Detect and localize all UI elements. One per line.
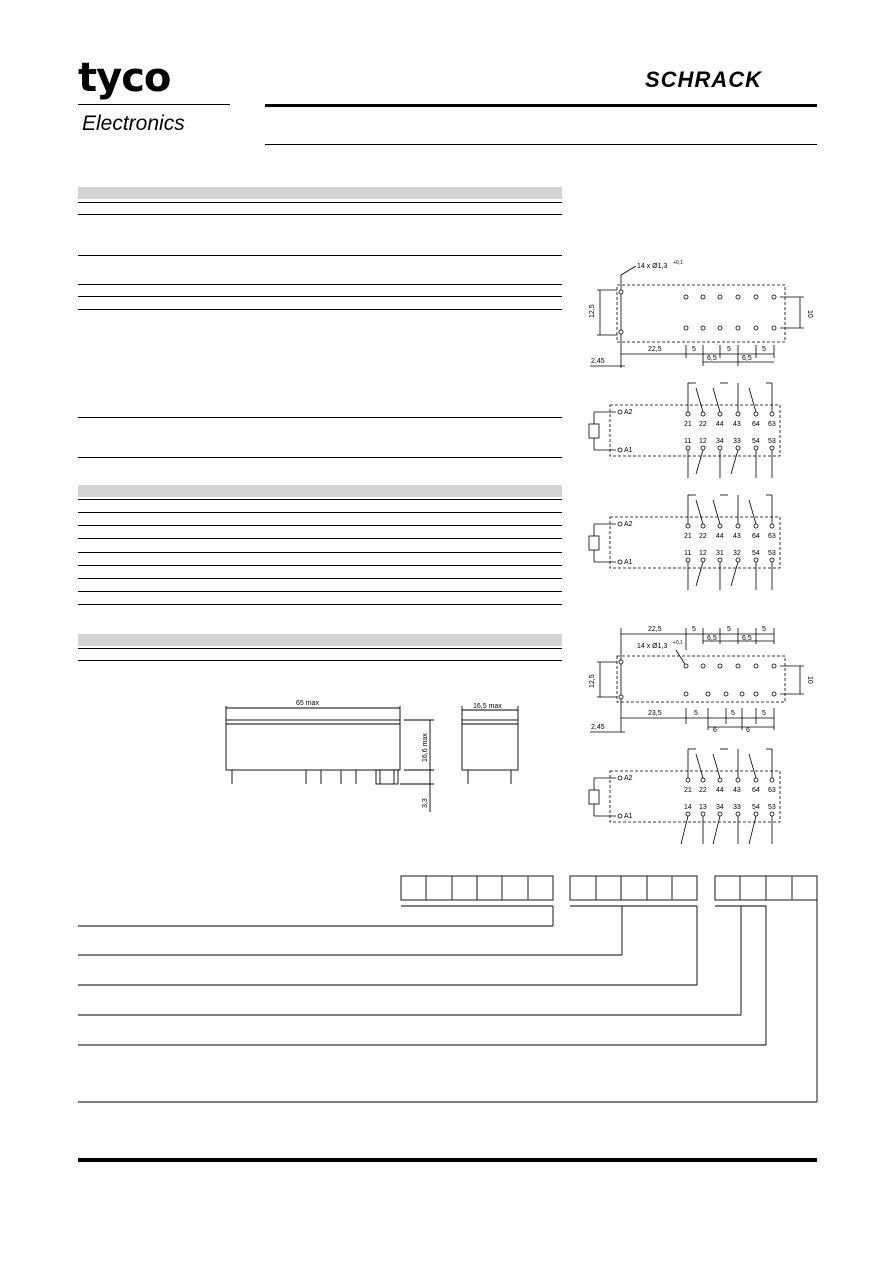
terminal-label: 63 [768, 787, 776, 794]
dim-5c-top: 5 [762, 346, 766, 353]
coil-a2-label: A2 [624, 521, 633, 528]
terminal-label: 43 [733, 421, 741, 428]
terminal-label: 54 [752, 550, 760, 557]
terminal-label: 44 [716, 533, 724, 540]
terminal-label: 12 [699, 438, 707, 445]
dim-top-5c: 5 [762, 626, 766, 633]
dim-top-5a: 5 [692, 626, 696, 633]
height-right-label-bottom: 10 [806, 676, 813, 684]
dim-6a: 6 [713, 727, 717, 734]
terminal-label: 63 [768, 533, 776, 540]
relay-length-label: 65 max [296, 700, 319, 707]
dim-top-5b: 5 [727, 626, 731, 633]
coil-a1-label: A1 [624, 447, 633, 454]
terminal-label: 63 [768, 421, 776, 428]
schrack-logo: SCHRACK [645, 67, 762, 92]
dim-23-5: 23,5 [648, 710, 662, 717]
hole-tolerance-top: +0,1 [673, 260, 683, 266]
coil-a1-label: A1 [624, 559, 633, 566]
hole-tolerance-bottom: +0,1 [673, 640, 683, 646]
height-label-top: 12,5 [589, 304, 596, 318]
dim-6-5b-bottom: 6,5 [742, 635, 752, 642]
terminal-label: 53 [768, 550, 776, 557]
coil-a1-label: A1 [624, 813, 633, 820]
dim-bot-5c: 5 [762, 710, 766, 717]
dim-5b-top: 5 [727, 346, 731, 353]
relay-pin-length-label: 3,3 [422, 798, 429, 808]
dim-22-5-top: 22,5 [648, 346, 662, 353]
terminal-label: 53 [768, 438, 776, 445]
terminal-label: 34 [716, 804, 724, 811]
terminal-label: 43 [733, 787, 741, 794]
dim-2-45-bottom: 2,45 [591, 724, 605, 731]
terminal-label: 14 [684, 804, 692, 811]
terminal-label: 11 [684, 550, 692, 557]
height-right-label-top: 10 [806, 310, 813, 318]
footer-rule [78, 1158, 817, 1162]
coil-a2-label: A2 [624, 775, 633, 782]
terminal-label: 13 [699, 804, 707, 811]
terminal-label: 33 [733, 438, 741, 445]
hole-callout-bottom: 14 x Ø1,3 [637, 643, 668, 650]
relay-width-label: 16,5 max [473, 703, 502, 710]
terminal-label: 44 [716, 421, 724, 428]
electronics-logo-text: Electronics [82, 112, 185, 135]
terminal-label: 31 [716, 550, 724, 557]
terminal-label: 64 [752, 421, 760, 428]
terminal-label: 11 [684, 438, 692, 445]
coil-a2-label: A2 [624, 409, 633, 416]
height-label-bottom: 12,5 [589, 674, 596, 688]
dim-6-5a-bottom: 6,5 [707, 635, 717, 642]
dim-6-5b-top: 6,5 [742, 355, 752, 362]
dim-2-45-top: 2,45 [591, 358, 605, 365]
terminal-label: 54 [752, 438, 760, 445]
terminal-label: 43 [733, 533, 741, 540]
terminal-label: 12 [699, 550, 707, 557]
dim-bot-5b: 5 [731, 710, 735, 717]
hole-callout-top: 14 x Ø1,3 [637, 263, 668, 270]
dim-bot-5a: 5 [694, 710, 698, 717]
dim-6b: 6 [746, 727, 750, 734]
terminal-label: 22 [699, 533, 707, 540]
terminal-label: 33 [733, 804, 741, 811]
terminal-label: 22 [699, 421, 707, 428]
terminal-label: 22 [699, 787, 707, 794]
terminal-label: 21 [684, 533, 692, 540]
terminal-label: 21 [684, 421, 692, 428]
terminal-label: 32 [733, 550, 741, 557]
terminal-label: 44 [716, 787, 724, 794]
tyco-logo: tyco [78, 55, 171, 101]
terminal-label: 64 [752, 787, 760, 794]
dim-5a-top: 5 [692, 346, 696, 353]
dim-22-5-bottom: 22,5 [648, 626, 662, 633]
dim-6-5a-top: 6,5 [707, 355, 717, 362]
terminal-label: 34 [716, 438, 724, 445]
relay-height-label: 16,6 max [422, 733, 429, 762]
terminal-label: 54 [752, 804, 760, 811]
terminal-label: 53 [768, 804, 776, 811]
terminal-label: 64 [752, 533, 760, 540]
terminal-label: 21 [684, 787, 692, 794]
